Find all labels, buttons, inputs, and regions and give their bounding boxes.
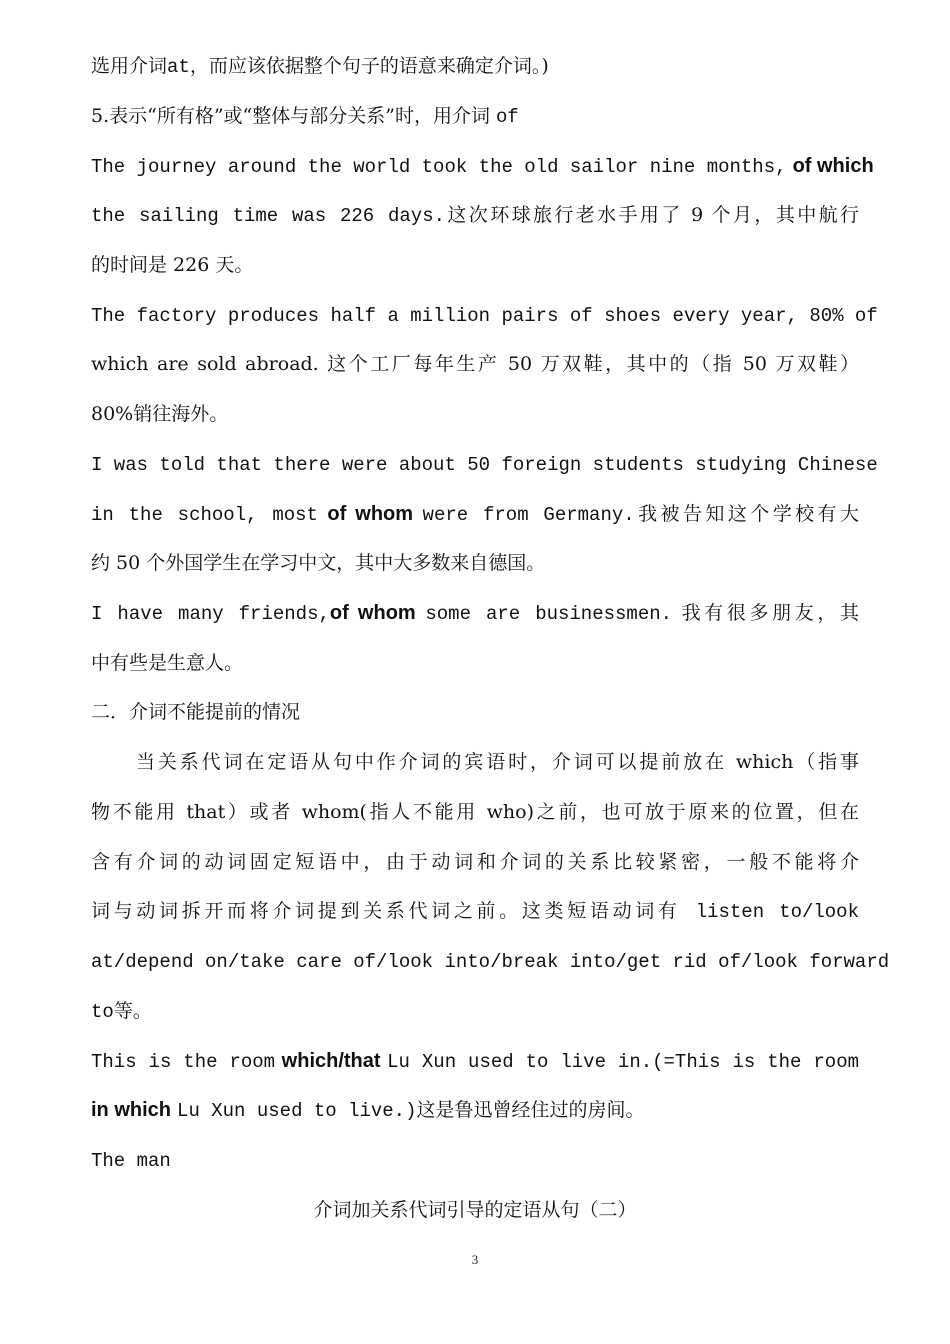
- text-line-6: [91, 298, 878, 332]
- bold-phrase: of whom: [329, 602, 416, 624]
- text-span: to: [91, 1001, 114, 1023]
- text-span: Lu Xun used to live.): [177, 1100, 417, 1122]
- text-span: 当关系代词在定语从句中作介词的宾语时，介词可以提前放在 which（指事: [136, 751, 859, 773]
- text-line-3: [91, 149, 874, 183]
- text-span: 约 50 个外国学生在学习中文，其中大多数来自德国。: [91, 552, 546, 574]
- text-span: some are businessmen.: [425, 603, 673, 625]
- text-line-12: [91, 596, 859, 630]
- text-line-18: [91, 894, 859, 928]
- text-span: 5.表示“所有格”或“整体与部分关系”时，用介词: [91, 105, 490, 127]
- text-span: of: [496, 106, 519, 128]
- text-span: 物不能用 that）或者 whom(指人不能用 who)之前，也可放于原来的位置，但在: [91, 801, 859, 823]
- text-span: The man: [91, 1150, 171, 1172]
- text-span: 词与动词拆开而将介词提到关系代词之前。这类短语动词有: [91, 900, 681, 922]
- text-span: 二．介词不能提前的情况: [91, 701, 301, 723]
- text-span: I was told that there were about 50 foreign students studying Chinese: [91, 454, 878, 476]
- text-span: 中有些是生意人。: [91, 652, 244, 674]
- text-span: 这次环球旅行老水手用了 9 个月，其中航行: [445, 204, 859, 226]
- text-line-8: [91, 397, 859, 431]
- text-line-10: [91, 497, 859, 531]
- text-span: were from Germany.: [422, 504, 635, 526]
- page-number: 3: [471, 1252, 479, 1267]
- text-line-4: [91, 198, 859, 232]
- text-line-19: [91, 944, 890, 978]
- text-line-20: [91, 994, 859, 1028]
- text-line-11: [91, 546, 859, 580]
- text-line-21: [91, 1044, 859, 1078]
- text-line-15: [91, 745, 859, 779]
- text-span: 这是鲁迅曾经住过的房间。: [416, 1099, 645, 1121]
- bold-phrase: in which: [91, 1099, 171, 1121]
- text-line-16: [91, 795, 859, 829]
- text-span: 的时间是 226 天。: [91, 254, 254, 276]
- text-line-2: [91, 99, 859, 133]
- text-span: 我被告知这个学校有大: [634, 503, 859, 525]
- bold-phrase: of which: [792, 155, 874, 177]
- text-span: 含有介词的动词固定短语中，由于动词和介词的关系比较紧密，一般不能将介: [91, 851, 859, 873]
- section-heading: [91, 695, 859, 729]
- bold-phrase: of whom: [327, 503, 414, 525]
- text-span: Lu Xun used to live in.(=This is the room: [387, 1051, 859, 1073]
- text-line-5: [91, 248, 859, 282]
- text-span: at/depend on/take care of/look into/break into/get rid of/look forward: [91, 951, 890, 973]
- text-span: 选用介词: [91, 55, 168, 77]
- text-span: This is the room: [91, 1051, 276, 1073]
- text-line-1: [91, 49, 859, 83]
- text-span: the sailing time was 226 days.: [91, 205, 446, 227]
- bold-phrase: which/that: [281, 1050, 381, 1072]
- text-line-7: [91, 347, 859, 381]
- text-span: 等。: [113, 1000, 152, 1022]
- text-span: listen to/look: [680, 901, 859, 923]
- text-line-22: [91, 1093, 859, 1127]
- section-title: 介词加关系代词引导的定语从句（二）: [313, 1199, 637, 1221]
- text-span: at: [167, 56, 190, 78]
- text-span: which are sold abroad.: [91, 353, 319, 375]
- text-span: The journey around the world took the old sailor nine months,: [91, 156, 787, 178]
- text-span: ，而应该依据整个句子的语意来确定介词。): [189, 55, 549, 77]
- text-span: 这个工厂每年生产 50 万双鞋，其中的（指 50 万双鞋）: [318, 353, 859, 375]
- text-line-17: [91, 845, 859, 879]
- text-span: 80%销往海外。: [91, 403, 229, 425]
- text-span: 我有很多朋友，其: [672, 602, 859, 624]
- text-span: The factory produces half a million pairs of shoes every year, 80% of: [91, 305, 878, 327]
- text-span: I have many friends,: [91, 603, 330, 625]
- text-line-9: [91, 447, 878, 481]
- text-line-23: [91, 1143, 859, 1177]
- text-line-13: [91, 646, 859, 680]
- text-span: in the school, most: [91, 504, 318, 526]
